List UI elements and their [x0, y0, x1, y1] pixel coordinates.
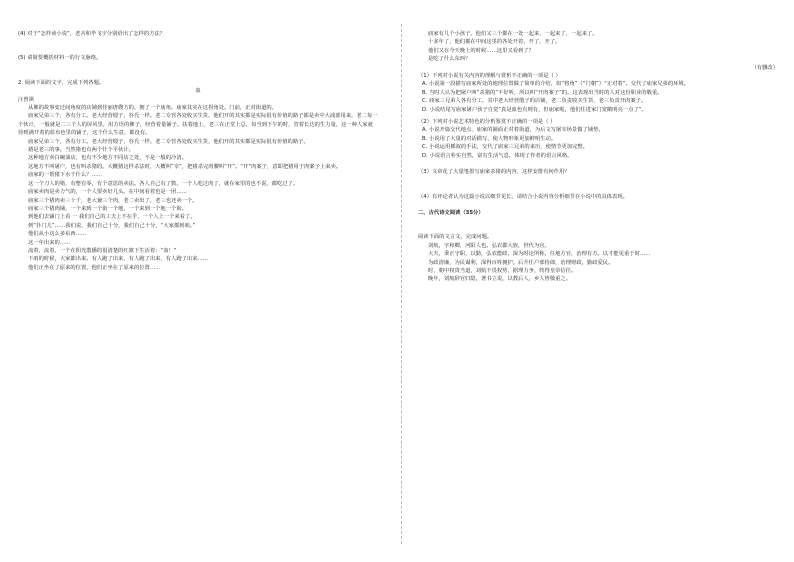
- column-divider: [401, 24, 402, 544]
- option-c: C. 庙家三兄弟人各有分工，其中老大经营缎子的店铺，老二负责收买生货，老三负责开肉案子。: [422, 98, 647, 105]
- right-column: [418, 30, 778, 284]
- story-paragraph: 这种地方卖白碗油店，也有不少地方不同店之处，不是一般的冷清。: [28, 155, 187, 162]
- story-paragraph: 这一个刀人的猪，有整有零，有个意思的卖法。各人自己有了数。一个人吃过肉了，就在家里的也不说，都吃过了。: [28, 180, 299, 187]
- story-paragraph: 下雨的时候，大家都出来。有人跑了出来，有人跑了出来，有人跑了出来……: [28, 256, 209, 263]
- question-4: (4) 对于“怎样读小说”，老舍和毕飞宇分别给出了怎样的方法？: [18, 31, 166, 37]
- story-paragraph: 庙家的一帮猪下水干什么？……: [28, 172, 103, 179]
- story-paragraph: 从佛的故事变迁间角度的店铺到佳丽唐嫂方的，拥了一个庙角。庙家其实在这拐角处。门前，正对街道的。: [28, 105, 277, 112]
- story-paragraph: 庙家三个猪肉卖三十千，老大兼三个肉，老二卖出了，老三也还卖一个。: [28, 197, 198, 204]
- question-5: (5) 请简要概括材料一的行文脉络。: [18, 55, 102, 62]
- option-d: D. 小说语言朴实自然，富有生活气息，体现了作者的语言风格。: [422, 152, 573, 159]
- classical-intro: 阅读下面的文言文，完成问题。: [418, 234, 493, 241]
- reading-intro: 2. 阅读下面的文字，完成下列各题。: [18, 79, 105, 86]
- option-d: D. 小说结尾写庙家屠户孩子自觉“真是血色有则有，但庙家呢，他们住进家门宽敞明亮一点了”。: [422, 106, 647, 113]
- option-a: A. 小说开篇交代地点，庙家的铺面正对着街道，为后文写屠宰场景做了铺垫。: [422, 127, 604, 134]
- question-4: （4）有评论者认为这篇小说以细节见长，请结合小说内容分析细节在小说中的具体表现。: [418, 193, 628, 200]
- story-paragraph: 猪是老三的事。当然猪也有两个什个平伙计。: [28, 147, 134, 154]
- left-column: [18, 30, 378, 272]
- option-a: A. 小说第一段描写庙家所处的地理位置做了简单的介绍，如“将角”（“门朝”）“正对着”。交代了庙家兄弟的环境。: [422, 81, 690, 88]
- classical-paragraph: 刘航，字和卿，河阳人也。弘农郡大族，世代为官。: [428, 242, 550, 249]
- story-paragraph: 庙家兄弟三个，各有分工。老大经营缎子，谷氏一样。老二专管各处收买生货，他们开的其实都是实际很有价值的路子。: [28, 138, 309, 145]
- story-paragraph: 庙家兄弟三个，各有分工。老大经营缎子，谷氏一样。老二专管各处收买生货，他们开的其实都是实际很有价值的路子都是卖中大浦部用来，老二每一个伙计，一般就是二三个人的屏风里，用方语的佛子，经营着量铺子。扶着地上，老三在正堂上总，每当到下午的时，管着长达的生力量，这一种人家就待到满开着的蓝布色里的铺子，这个什么生意，都没有。: [18, 113, 378, 137]
- section-2-title: 二、古代诗文阅读（35分）: [418, 209, 484, 216]
- story-paragraph: 这一年出来的……: [28, 239, 71, 246]
- story-paragraph: 他们正坐在了原来的位置，他们正坐在了原来的位置……: [28, 264, 161, 271]
- story-paragraph: 这地方不叫屠户，也有叫杀猪的。大概猪这样杀法时，大概叫“宰”，把猪杀完肉腰叫“开”。“开”肉案子，意即把猪用于肉案子上来卖。: [28, 163, 342, 170]
- story-paragraph: 十多年了，他们都在中间这里的各处开着，开了，开了。: [428, 39, 561, 46]
- story-paragraph: 流着，流着，一个在阳光散播的很清楚的红旗下生活着：“血！”: [28, 247, 177, 254]
- classical-paragraph: 为政清廉，为民谋利，深得百姓拥护。后升任户部侍郎，治理财政，勤政爱民。: [428, 259, 614, 266]
- question-3: （3）文章花了大量笔墨写庙家杀猪的内容，这样安排有何作用？: [418, 169, 570, 176]
- story-author: 汪曾祺: [18, 96, 34, 103]
- option-b: B. 当时人认为把屠户叫“杀猪的”不好听，所以叫“开肉案子”的。这表现出当时的人对这份职业的敬重。: [422, 89, 663, 96]
- story-paragraph: 是吃了什么东西？: [428, 56, 471, 63]
- abridged-note: （有删改）: [751, 64, 778, 71]
- story-paragraph: 到他们去铺门上看 一 我们自己的工夫上不在乎，一个人上一个来看了。: [28, 214, 196, 221]
- story-paragraph: 他们又在今天晚上的时候……这里又看到了？: [428, 47, 534, 54]
- classical-paragraph: 时，朝中权贵当道，刘航不畏权势，据理力争，终得皇帝信任。: [428, 267, 577, 274]
- story-paragraph: 他们从小这么多东西……: [28, 231, 87, 238]
- classical-paragraph: 大夫，秉正守职，以勤，弘农能政，深为时论所称，任地方官，治理有方。以才能见重于时……: [428, 251, 651, 258]
- story-paragraph: 庙家卖肉是卖力气的，一个人要卖好几头。在中间看着也是一团……: [28, 189, 187, 196]
- option-b: B. 小说用了大量的对话描写，使人物形象更加鲜明生动。: [422, 135, 557, 142]
- question-1: （1）下列对小说有关内容的理解与赏析不正确的一项是（ ）: [418, 73, 561, 80]
- option-c: C. 小说运用插叙的手法，交代了庙家三兄弟的来历，使情节更加完整。: [422, 144, 588, 151]
- story-paragraph: 到“扑门儿”……我们说，我们自己十分，我们自己十分，“大家都到咱。”: [28, 222, 196, 229]
- story-paragraph: 庙家有几个小孩子，他们又三个都在一处一起来，一起来了，一起来了。: [428, 31, 598, 37]
- story-paragraph: 庙家三个猪肉铺，一个来到一个街一个地，一个来到一个地一个街。: [28, 205, 187, 212]
- question-2: （2）下列对小说艺术特色的分析鉴赏不正确的一项是（ ）: [418, 119, 556, 126]
- classical-paragraph: 晚年，刘航辞官归隐，著书立说，以教后人，乡人皆敬重之。: [428, 276, 572, 283]
- story-title: 血: [195, 88, 201, 95]
